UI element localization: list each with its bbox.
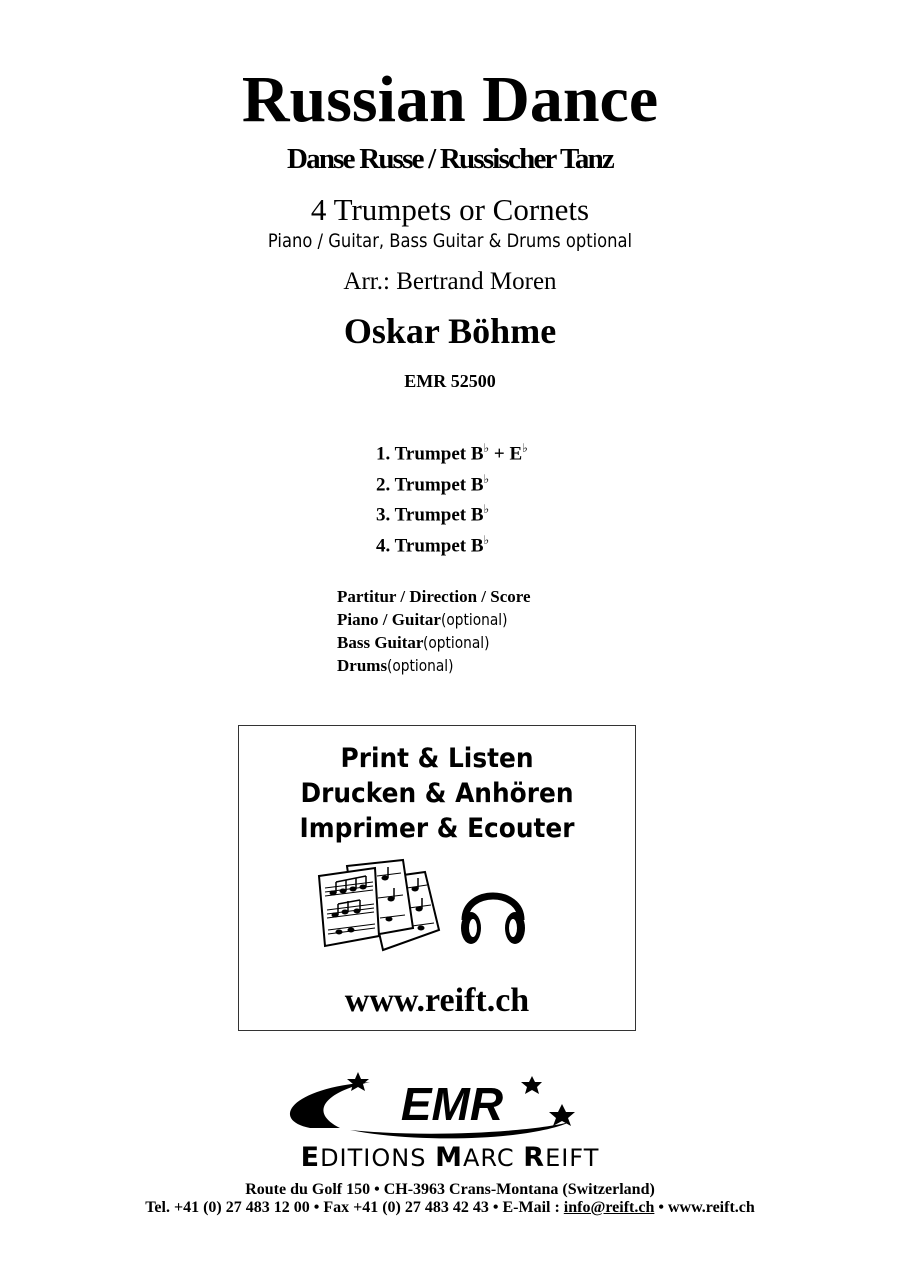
website-link[interactable]: www.reift.ch bbox=[344, 982, 530, 1019]
parts-list bbox=[376, 437, 528, 559]
page-title: Russian Dance bbox=[241, 63, 659, 136]
promo-line-de: Drucken & Anhören bbox=[300, 778, 574, 809]
material-item: Bass Guitar(optional) bbox=[337, 633, 490, 652]
promo-line-en: Print & Listen bbox=[340, 743, 534, 774]
composer: Oskar Böhme bbox=[343, 311, 557, 351]
part-item: 4. Trumpet B♭ bbox=[376, 532, 490, 556]
material-item: Drums(optional) bbox=[337, 656, 454, 675]
subtitle: Danse Russe / Russischer Tanz bbox=[287, 143, 613, 175]
emr-logo bbox=[230, 1070, 670, 1148]
part-item: 1. Trumpet B♭ + E♭ bbox=[376, 441, 528, 465]
material-item: Piano / Guitar(optional) bbox=[337, 610, 508, 629]
materials-list bbox=[337, 585, 531, 677]
part-item: 3. Trumpet B♭ bbox=[376, 502, 490, 526]
part-item: 2. Trumpet B♭ bbox=[376, 471, 490, 495]
svg-text:EMR: EMR bbox=[400, 1078, 504, 1130]
publisher-name: EDITIONS MARC REIFT bbox=[300, 1142, 600, 1173]
instrumentation: 4 Trumpets or Cornets bbox=[310, 192, 590, 227]
publisher-contact: Tel. +41 (0) 27 483 12 00 • Fax +41 (0) 27 483 42 43 • E-Mail : info@reift.ch • www.reift.ch bbox=[145, 1199, 755, 1216]
arranger: Arr.: Bertrand Moren bbox=[343, 268, 557, 295]
print-listen-box bbox=[238, 725, 636, 1031]
publisher-address: Route du Golf 150 • CH-3963 Crans-Montana (Switzerland) bbox=[245, 1181, 655, 1198]
promo-line-fr: Imprimer & Ecouter bbox=[299, 813, 575, 844]
headphones-icon bbox=[457, 876, 529, 948]
sheet-music-icon bbox=[317, 858, 442, 953]
material-item: Partitur / Direction / Score bbox=[337, 587, 531, 606]
optional-instruments: Piano / Guitar, Bass Guitar & Drums optional bbox=[267, 230, 633, 252]
catalog-number: EMR 52500 bbox=[404, 371, 496, 391]
email-link[interactable]: info@reift.ch bbox=[563, 1199, 655, 1216]
